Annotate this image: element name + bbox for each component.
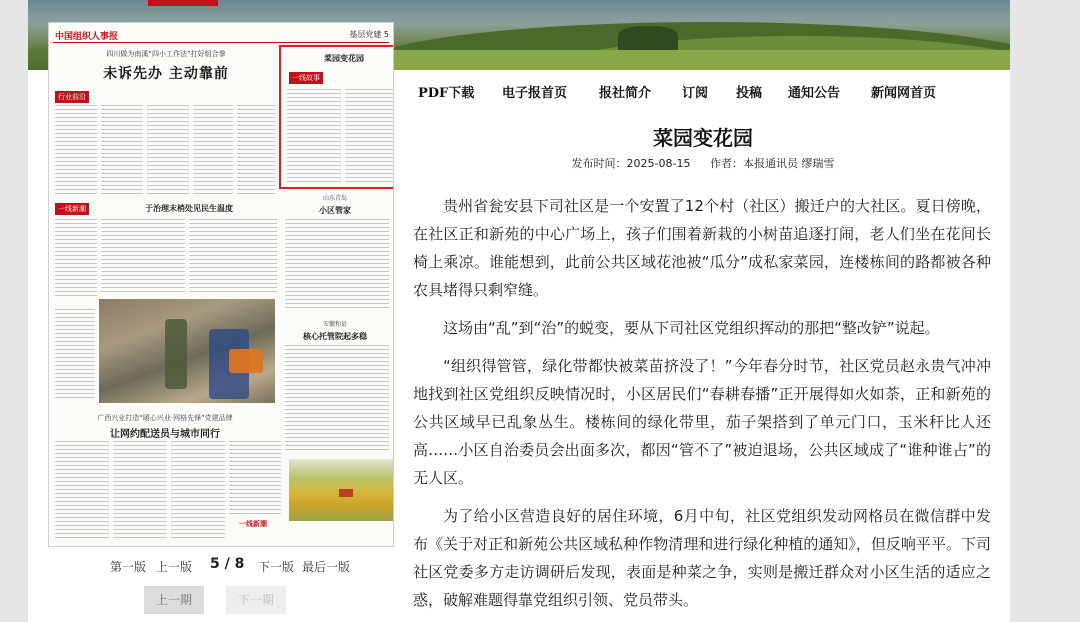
text-column	[287, 89, 341, 183]
masthead-rule	[53, 42, 389, 43]
newspaper-subhead: 四川做为南溪“四小工作法”打好组合拳	[106, 50, 226, 58]
page-pager	[48, 558, 394, 576]
newspaper-tag-mid: 一线新潮	[55, 203, 89, 215]
text-column	[345, 89, 394, 183]
photo-figure	[229, 349, 263, 373]
highlighted-article-area[interactable]	[279, 45, 394, 189]
photo-harvester	[339, 489, 353, 497]
newspaper-bottom-headline[interactable]: 让网约配送员与城市同行	[110, 429, 220, 440]
text-column	[171, 441, 225, 541]
text-column	[55, 309, 95, 399]
next-page-link[interactable]: 下一版	[258, 560, 295, 574]
text-column	[237, 105, 275, 195]
article-paragraph: 贵州省瓮安县下司社区是一个安置了12个村（社区）搬迁户的大社区。夏日傍晚，在社区正和新苑的中心广场上，孩子们围着新栽的小树苗追逐打闹，老人们坐在花间长椅上乘凉。谁能想到，此前公共区域花池被“瓜分”成私家菜园，连楼栋间的路都被各种农具堵得只剩窄缝。	[413, 197, 991, 299]
newspaper-headline[interactable]: 未诉先办 主动靠前	[103, 66, 229, 82]
highlighted-article-tag: 一线故事	[289, 72, 323, 84]
nav-subscribe[interactable]: 订阅	[682, 86, 709, 101]
prev-page-link[interactable]: 上一版	[156, 560, 193, 574]
newspaper-right-lower-title[interactable]: 核心托管院起多稳	[303, 332, 367, 341]
nav-epaper-home[interactable]: 电子报首页	[502, 86, 568, 101]
newspaper-mid-right-small: 山东青岛	[322, 195, 347, 202]
article-meta	[408, 155, 998, 171]
highlighted-article-title: 菜园变花园	[324, 53, 364, 63]
text-column	[55, 105, 97, 195]
newspaper-bottom-subhead: 广西兴业打造“暖心兴业·网格先锋”党建品牌	[97, 414, 233, 422]
nav-news-home[interactable]: 新闻网首页	[871, 86, 937, 101]
nav-submit[interactable]: 投稿	[736, 86, 763, 101]
article-paragraph: “组织得管管，绿化带都快被菜苗挤没了！”今年春分时节，社区党员赵永贵气冲冲地找到社区党组织反映情况时，小区居民们“春耕春播”正开展得如火如荼，正和新苑的公共区域早已乱象丛生。楼栋间的绿化带里，茄子架搭到了单元门口，玉米秆比人还高……小区自治委员会出面多次，都因“管不了”被迫退场，公共区域成了“谁种谁占”的无人区。	[413, 357, 991, 487]
newspaper-mid-left-title[interactable]: 于治理末梢处见民生温度	[145, 204, 233, 213]
content-area	[28, 0, 1010, 622]
nav-pdf-download[interactable]: PDF下载	[418, 86, 475, 101]
first-page-link[interactable]: 第一版	[110, 560, 147, 574]
text-column	[101, 105, 143, 195]
article-title: 菜园变花园	[653, 126, 753, 150]
text-column	[229, 441, 281, 517]
left-margin	[0, 0, 28, 622]
text-column	[113, 441, 167, 541]
article-paragraph: 为了给小区营造良好的居住环境，6月中旬，社区党组织发动网格员在微信群中发布《关于对正和新苑公共区域私种作物清理和进行绿化种植的通知》，但反响平平。下司社区党委多方走访调研后发现，表面是种菜之争，实则是搬迁群众对小区生活的适应之惑，破解难题得靠党组织引领、党员带头。	[413, 507, 991, 609]
text-column	[193, 105, 233, 195]
current-page-indicator: 5 / 8	[210, 556, 245, 572]
newspaper-right-lower-small: 安徽和县	[322, 321, 347, 328]
newspaper-logo: 中国组织人事报	[55, 32, 119, 42]
newspaper-photo-flood-rescue	[99, 299, 275, 403]
banner-red-strip	[148, 0, 218, 6]
nav-notices[interactable]: 通知公告	[788, 86, 841, 101]
article-paragraph: 这场由“乱”到“治”的蜕变，要从下司社区党组织挥动的那把“整改铲”说起。	[443, 319, 940, 337]
prev-issue-button[interactable]: 上一期	[144, 586, 204, 614]
text-column	[55, 219, 97, 299]
next-issue-button: 下一期	[226, 586, 286, 614]
text-column	[285, 345, 389, 453]
banner-meadow	[328, 50, 1010, 70]
text-column	[101, 219, 185, 295]
nav-about[interactable]: 报社简介	[599, 86, 652, 101]
text-column	[189, 219, 277, 295]
text-column	[55, 441, 109, 541]
top-nav	[418, 82, 998, 100]
article-author: 作者：本报通讯员 缪瑞雪	[709, 157, 835, 170]
newspaper-mid-right-subtitle[interactable]: 小区管家	[319, 206, 351, 215]
newspaper-section-label: 基层党建 5	[349, 30, 389, 39]
photo-figure	[165, 319, 187, 389]
publish-time: 发布时间：2025-08-15	[571, 157, 691, 170]
newspaper-masthead	[53, 29, 389, 41]
article-body	[413, 192, 991, 622]
last-page-link[interactable]: 最后一版	[302, 560, 351, 574]
text-column	[147, 105, 189, 195]
newspaper-page-thumbnail[interactable]	[48, 22, 394, 547]
banner-trees	[618, 26, 678, 50]
text-column	[285, 219, 389, 311]
newspaper-photo-harvest-field	[289, 459, 393, 521]
newspaper-bottom-tag: 一线新潮	[239, 520, 267, 528]
right-margin	[1010, 0, 1080, 622]
newspaper-tag-left: 行业前沿	[55, 91, 89, 103]
